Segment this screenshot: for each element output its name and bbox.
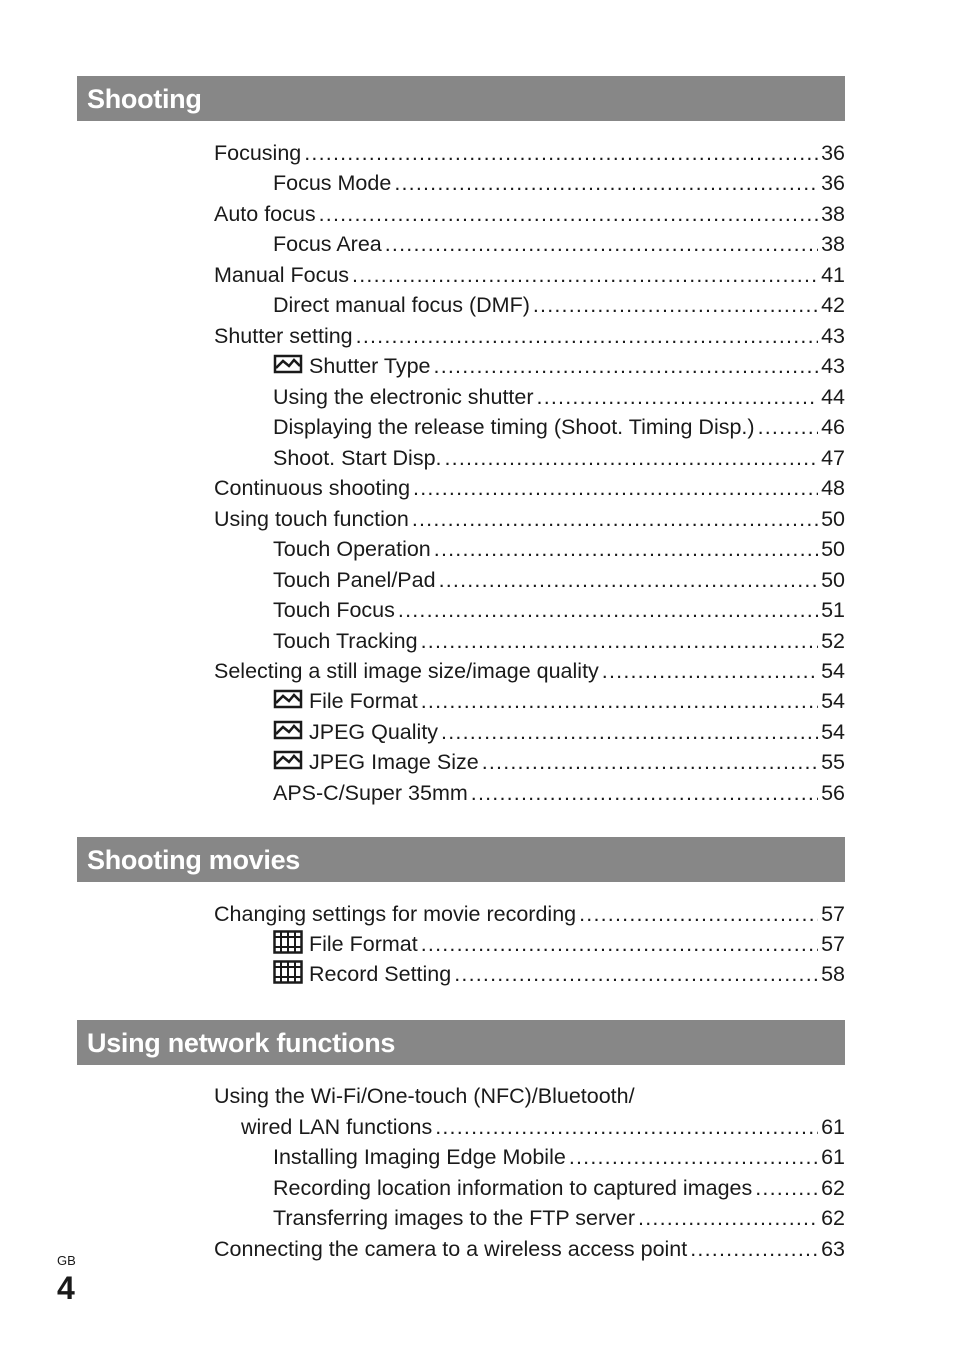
toc-entry-label: Continuous shooting: [214, 476, 411, 500]
toc-entry-label: Using the Wi-Fi/One-touch (NFC)/Bluetooth/: [214, 1084, 635, 1108]
leader-dots: [356, 321, 818, 351]
toc-entry-label: Transferring images to the FTP server: [273, 1206, 636, 1230]
toc-entry-page: 50: [821, 568, 845, 592]
toc-entry-page: 36: [821, 171, 845, 195]
toc-entry-label: Changing settings for movie recording: [214, 902, 577, 926]
toc-entry-page: 58: [821, 962, 845, 986]
leader-dots: [304, 138, 818, 168]
toc-entry[interactable]: [214, 656, 845, 686]
toc-entry-label: JPEG Image Size: [309, 750, 479, 774]
leader-dots: [412, 504, 818, 534]
leader-dots: [421, 686, 818, 716]
toc-entry[interactable]: [273, 534, 845, 564]
toc-entry-label: Shutter setting: [214, 324, 353, 348]
toc-entry-page: 54: [821, 720, 845, 744]
page-number: 4: [57, 1270, 75, 1306]
toc-entry-page: 43: [821, 354, 845, 378]
still-image-icon: [273, 720, 303, 750]
leader-dots: [352, 260, 818, 290]
toc-entry-label: Selecting a still image size/image quality: [214, 659, 599, 683]
toc-entry[interactable]: [273, 778, 845, 808]
toc-entry[interactable]: [273, 717, 845, 747]
toc-entry-page: 62: [821, 1176, 845, 1200]
section-header-shooting-movies: Shooting movies: [77, 837, 845, 882]
toc-entry[interactable]: [273, 1203, 845, 1233]
toc-entry-label-wrap: [273, 686, 418, 719]
leader-dots: [454, 959, 818, 989]
toc-entry-label: Touch Panel/Pad: [273, 568, 436, 592]
toc-entry-label: Focus Area: [273, 232, 382, 256]
toc-entry-page: 38: [821, 232, 845, 256]
still-image-icon: [273, 354, 303, 384]
toc-entry[interactable]: [214, 138, 845, 168]
toc-entry-page: 62: [821, 1206, 845, 1230]
toc-entry-label: JPEG Quality: [309, 720, 439, 744]
leader-dots: [434, 534, 818, 564]
toc-entry[interactable]: [273, 412, 845, 442]
toc-entry[interactable]: [273, 686, 845, 716]
toc-entry-label: Using touch function: [214, 507, 409, 531]
toc-entry[interactable]: [273, 1173, 845, 1203]
toc-entry-label: Shoot. Start Disp.: [273, 446, 442, 470]
leader-dots: [398, 595, 818, 625]
section-shooting-movies: [77, 837, 845, 986]
leader-dots: [758, 412, 819, 442]
toc-entry[interactable]: [273, 351, 845, 381]
toc-entry-page: 63: [821, 1237, 845, 1261]
toc-entry[interactable]: [273, 168, 845, 198]
toc-entry-label: Focus Mode: [273, 171, 392, 195]
leader-dots: [445, 443, 819, 473]
toc-entry-label: Touch Tracking: [273, 629, 418, 653]
toc-entry[interactable]: [214, 321, 845, 351]
leader-dots: [533, 290, 818, 320]
toc-entry-label: Using the electronic shutter: [273, 385, 534, 409]
toc-entry-page: 54: [821, 659, 845, 683]
section-shooting: [77, 76, 845, 805]
toc-entry[interactable]: [214, 899, 845, 929]
toc-entry-label-wrap: [273, 351, 431, 384]
toc-entry[interactable]: [214, 1234, 845, 1264]
toc-entry-page: 38: [821, 202, 845, 226]
toc-entry[interactable]: [273, 229, 845, 259]
leader-dots: [434, 351, 819, 381]
movie-film-icon: [273, 960, 303, 992]
toc-entry-page: 46: [821, 415, 845, 439]
toc-entry-page: 57: [821, 932, 845, 956]
leader-dots: [441, 717, 818, 747]
leader-dots: [638, 1203, 818, 1233]
toc-entry-label: Connecting the camera to a wireless access point: [214, 1237, 688, 1261]
toc-entry-label: File Format: [309, 932, 418, 956]
toc-entry-label-wrap: [273, 717, 438, 750]
leader-dots: [319, 199, 818, 229]
toc-entry-page: 56: [821, 781, 845, 805]
toc-entry-page: 41: [821, 263, 845, 287]
still-image-icon: [273, 689, 303, 719]
toc-entry[interactable]: [214, 473, 845, 503]
toc-entry[interactable]: [273, 747, 845, 777]
toc-entry-page: 43: [821, 324, 845, 348]
leader-dots: [385, 229, 818, 259]
toc-entry[interactable]: [241, 1112, 845, 1142]
toc-entry-label: Recording location information to captured images: [273, 1176, 753, 1200]
toc-entry-label: Displaying the release timing (Shoot. Timing Disp.): [273, 415, 755, 439]
toc-entry-label: File Format: [309, 689, 418, 713]
toc-entry-label-wrap: [273, 959, 451, 992]
movie-film-icon: [273, 930, 303, 962]
toc-entry-label: Shutter Type: [309, 354, 431, 378]
region-code: GB: [57, 1253, 76, 1268]
toc-entry-page: 48: [821, 476, 845, 500]
toc-entry-label: Record Setting: [309, 962, 452, 986]
toc-entry-page: 50: [821, 507, 845, 531]
leader-dots: [537, 382, 819, 412]
toc-entry-page: 61: [821, 1145, 845, 1169]
toc-entry-page: 52: [821, 629, 845, 653]
toc-entry[interactable]: [214, 199, 845, 229]
section-header-network-functions: Using network functions: [77, 1020, 845, 1065]
toc-entry[interactable]: [214, 504, 845, 534]
toc-entry[interactable]: [273, 929, 845, 959]
toc-entry[interactable]: [273, 1142, 845, 1172]
leader-dots: [602, 656, 818, 686]
toc-entry-page: 42: [821, 293, 845, 317]
leader-dots: [690, 1234, 818, 1264]
toc-entry-label: Touch Focus: [273, 598, 395, 622]
leader-dots: [435, 1112, 818, 1142]
toc-entry-page: 36: [821, 141, 845, 165]
toc-entry-label: Touch Operation: [273, 537, 431, 561]
leader-dots: [755, 1173, 818, 1203]
toc-entry[interactable]: [273, 626, 845, 656]
toc-entry-label: Installing Imaging Edge Mobile: [273, 1145, 566, 1169]
toc-entry-label-wrap: [273, 747, 479, 780]
leader-dots: [421, 626, 818, 656]
toc-entry-label: wired LAN functions: [241, 1115, 433, 1139]
toc-entry-label: Auto focus: [214, 202, 316, 226]
toc-entry-page: 50: [821, 537, 845, 561]
section-network-functions: [77, 1020, 845, 1261]
toc-entry-label: Manual Focus: [214, 263, 350, 287]
toc-entry[interactable]: [273, 565, 845, 595]
toc-entry-label: Direct manual focus (DMF): [273, 293, 530, 317]
section-header-shooting: Shooting: [77, 76, 845, 121]
toc-entry-label-wrap: [273, 929, 418, 962]
leader-dots: [569, 1142, 818, 1172]
still-image-icon: [273, 750, 303, 780]
leader-dots: [394, 168, 818, 198]
toc-entry-page: 51: [821, 598, 845, 622]
toc-entry[interactable]: [273, 290, 845, 320]
toc-entry-label: Focusing: [214, 141, 302, 165]
toc-entry-page: 61: [821, 1115, 845, 1139]
toc-entry-label: APS-C/Super 35mm: [273, 781, 468, 805]
toc-entry-page: 44: [821, 385, 845, 409]
toc-entry-page: 55: [821, 750, 845, 774]
toc-entry-page: 57: [821, 902, 845, 926]
leader-dots: [439, 565, 819, 595]
toc-entry-page: 47: [821, 446, 845, 470]
toc-entry[interactable]: [273, 382, 845, 412]
toc-entry[interactable]: [273, 443, 845, 473]
leader-dots: [471, 778, 818, 808]
leader-dots: [421, 929, 818, 959]
toc-entry[interactable]: [273, 595, 845, 625]
toc-entry[interactable]: [273, 959, 845, 989]
toc-entry[interactable]: [214, 260, 845, 290]
leader-dots: [413, 473, 818, 503]
leader-dots: [579, 899, 818, 929]
leader-dots: [482, 747, 818, 777]
toc-entry-page: 54: [821, 689, 845, 713]
